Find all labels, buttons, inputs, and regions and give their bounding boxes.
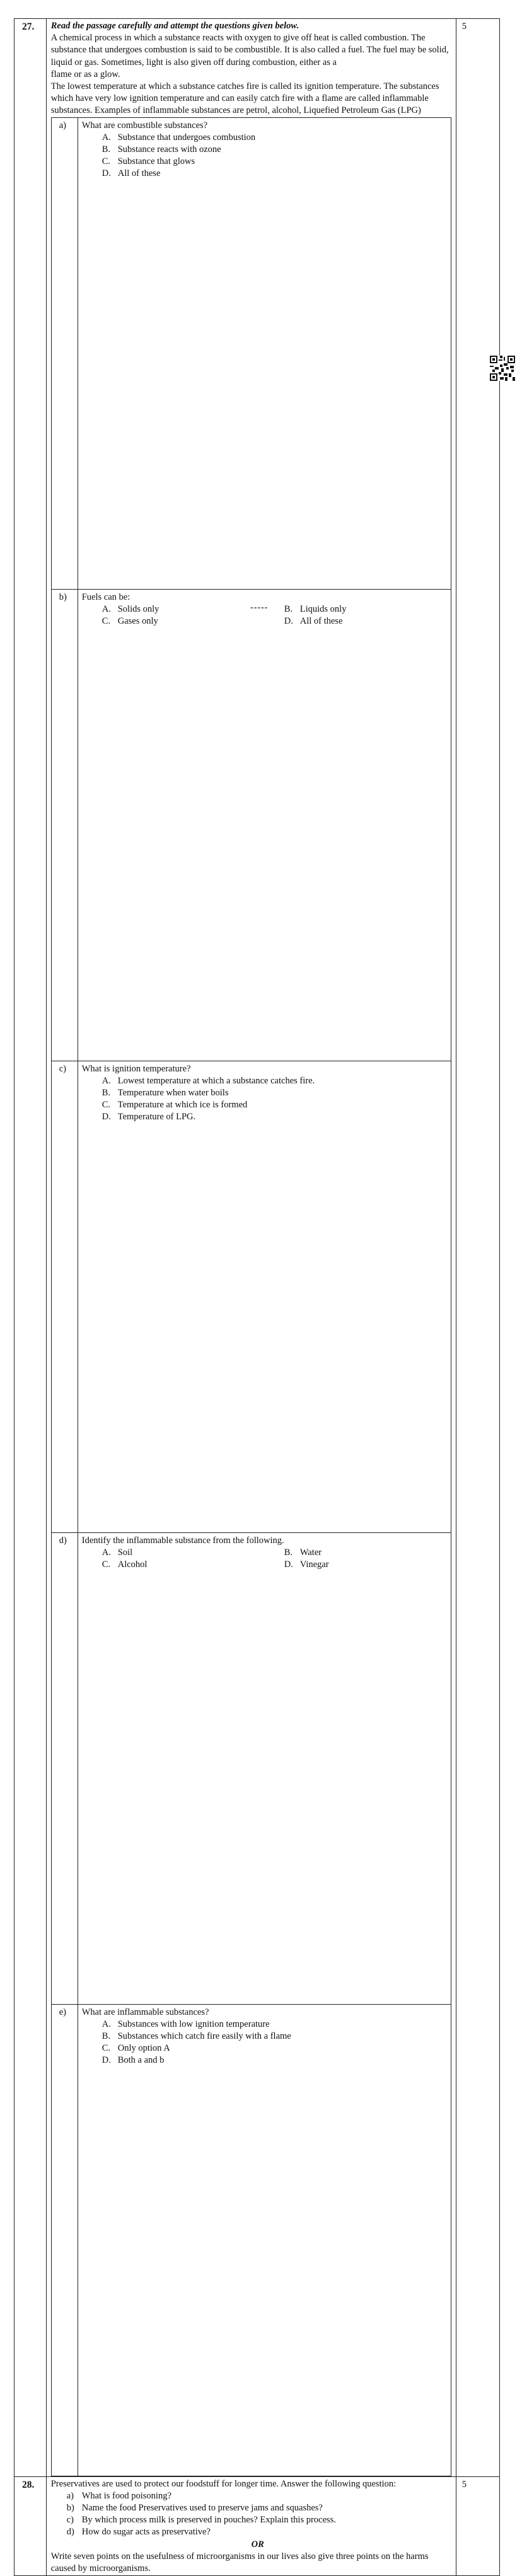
question-number: 28. — [14, 2476, 47, 2575]
passage — [51, 32, 452, 117]
option-key: A. — [102, 1075, 111, 1086]
item-text: What is food poisoning? — [81, 2490, 171, 2501]
end-of-paper-mark: ----- — [250, 603, 269, 612]
subquestion-row-a — [51, 117, 451, 589]
option-key: C. — [102, 1559, 111, 1570]
option — [102, 168, 451, 180]
option — [102, 2031, 451, 2043]
option-key: B. — [284, 1547, 293, 1558]
subquestion-row-d — [51, 1532, 451, 2004]
subquestion-content — [78, 1061, 451, 1532]
option-key: D. — [102, 1112, 111, 1122]
option-text: Solids only — [117, 603, 160, 614]
option-grid — [102, 603, 451, 627]
item-key: a) — [66, 2490, 74, 2501]
option-key: A. — [102, 132, 111, 143]
subquestion-table — [51, 117, 451, 2476]
option — [284, 603, 410, 615]
item-key: c) — [66, 2515, 74, 2526]
option — [102, 144, 451, 156]
question-27-row — [14, 19, 500, 2477]
subquestion-label: a) — [51, 117, 78, 589]
marks-cell: 5 — [456, 19, 499, 2477]
passage-paragraph: A chemical process in which a substance reacts with oxygen to give off heat is called combustion. The substance that undergoes combustion is said to be combustible. It is also called a fuel. The fuel may be solid, liquid or gas. Sometimes, light is also given off during combustion, either as a — [50, 33, 449, 67]
question-intro: Preservatives are used to protect our foodstuff for longer time. Answer the following question: — [50, 2478, 397, 2489]
option-text: Substance reacts with ozone — [117, 144, 221, 155]
option-key: C. — [102, 2043, 111, 2054]
option-text: Lowest temperature at which a substance catches fire. — [117, 1075, 315, 1086]
item-key: d) — [66, 2527, 74, 2538]
option-text: Both a and b — [117, 2055, 165, 2066]
subquestion-text: What are combustible substances? — [81, 120, 208, 131]
option-text: Soil — [117, 1547, 133, 1558]
alternative-question: Write seven points on the usefulness of microorganisms in our lives also give three points on the harms caused by microorganisms. — [50, 2551, 429, 2574]
question-table — [14, 18, 500, 2576]
option — [102, 1559, 284, 1571]
subquestion-label: b) — [51, 589, 78, 1061]
subquestion-row-b — [51, 589, 451, 1061]
option-text: Vinegar — [299, 1559, 329, 1570]
option-text: Substance that undergoes combustion — [117, 132, 256, 143]
question-27-body — [46, 19, 456, 2477]
subquestion-text: What are inflammable substances? — [81, 2007, 209, 2017]
subquestion-item — [67, 2514, 452, 2526]
option — [102, 2019, 451, 2031]
subquestion-text: Fuels can be: — [81, 592, 130, 602]
question-28-body — [46, 2476, 456, 2575]
option-text: Only option A — [117, 2043, 170, 2054]
option — [102, 156, 451, 168]
item-key: b) — [66, 2503, 74, 2514]
qr-code-icon — [490, 356, 515, 381]
option-key: D. — [102, 2055, 111, 2066]
question-number: 27. — [14, 19, 47, 2477]
option-key: A. — [102, 1547, 111, 1558]
option-text: Temperature when water boils — [117, 1088, 229, 1099]
option-key: A. — [102, 2019, 111, 2029]
subquestion-row-e — [51, 2004, 451, 2476]
option — [102, 2054, 451, 2066]
subquestion-content — [78, 589, 451, 1061]
subquestion-item — [67, 2526, 452, 2538]
option-text: Substance that glows — [117, 156, 195, 167]
option — [102, 1075, 451, 1087]
option-text: Substances which catch fire easily with a flame — [117, 2031, 291, 2042]
instruction-text: Read the passage carefully and attempt the questions given below. — [50, 21, 299, 31]
option — [102, 2043, 451, 2054]
item-text: Name the food Preservatives used to preserve jams and squashes? — [81, 2503, 323, 2514]
option — [284, 1547, 410, 1559]
subquestion-list — [67, 2490, 452, 2539]
option-list — [102, 132, 451, 180]
option-text: Liquids only — [299, 603, 347, 614]
item-text: By which process milk is preserved in pouches? Explain this process. — [81, 2515, 336, 2526]
subquestion-content — [78, 117, 451, 589]
subquestion-item — [67, 2490, 452, 2502]
option-key: D. — [284, 616, 293, 627]
subquestion-label: d) — [51, 1532, 78, 2004]
option-text: Alcohol — [117, 1559, 148, 1570]
option — [102, 615, 284, 627]
option-key: B. — [102, 1088, 111, 1099]
subquestion-label: e) — [51, 2004, 78, 2476]
option-key: D. — [102, 168, 111, 179]
option — [102, 1087, 451, 1099]
option — [102, 1547, 284, 1559]
option-text: All of these — [117, 168, 161, 179]
option-key: A. — [102, 603, 111, 614]
option-text: Substances with low ignition temperature — [117, 2019, 270, 2029]
option-grid — [102, 1547, 451, 1571]
option-text: All of these — [299, 616, 343, 627]
option-key: B. — [102, 144, 111, 155]
option-key: C. — [102, 1100, 111, 1110]
option — [102, 1111, 451, 1123]
passage-paragraph: flame or as a glow. — [50, 69, 120, 79]
subquestion-label: c) — [51, 1061, 78, 1532]
passage-paragraph: The lowest temperature at which a substance catches fire is called its ignition temperature. The substances which have very low ignition temperature and can easily catch fire with a flame are called inflammable substances. Examples of inflammable substances are petrol, alcohol, Liquefied Petroleum Gas (LPG) — [50, 81, 439, 116]
option-list — [102, 1075, 451, 1124]
option-key: B. — [284, 603, 293, 614]
option — [284, 615, 410, 627]
option-text: Temperature of LPG. — [117, 1112, 196, 1122]
item-text: How do sugar acts as preservative? — [81, 2527, 211, 2538]
option-key: C. — [102, 156, 111, 167]
option-text: Gases only — [117, 616, 158, 627]
subquestion-text: What is ignition temperature? — [81, 1063, 191, 1074]
subquestion-content — [78, 1532, 451, 2004]
question-28-row — [14, 2476, 500, 2575]
option — [102, 1099, 451, 1111]
option-text: Water — [299, 1547, 322, 1558]
option-list — [102, 2019, 451, 2067]
or-divider: OR — [251, 2539, 264, 2550]
subquestion-text: Identify the inflammable substance from the following. — [81, 1535, 284, 1546]
marks-cell: 5 — [456, 2476, 499, 2575]
option-text: Temperature at which ice is formed — [117, 1100, 248, 1110]
option-key: B. — [102, 2031, 111, 2042]
subquestion-item — [67, 2502, 452, 2514]
subquestion-content — [78, 2004, 451, 2476]
subquestion-row-c — [51, 1061, 451, 1532]
option-key: D. — [284, 1559, 293, 1570]
option — [284, 1559, 410, 1571]
option-key: C. — [102, 616, 111, 627]
option — [102, 132, 451, 144]
